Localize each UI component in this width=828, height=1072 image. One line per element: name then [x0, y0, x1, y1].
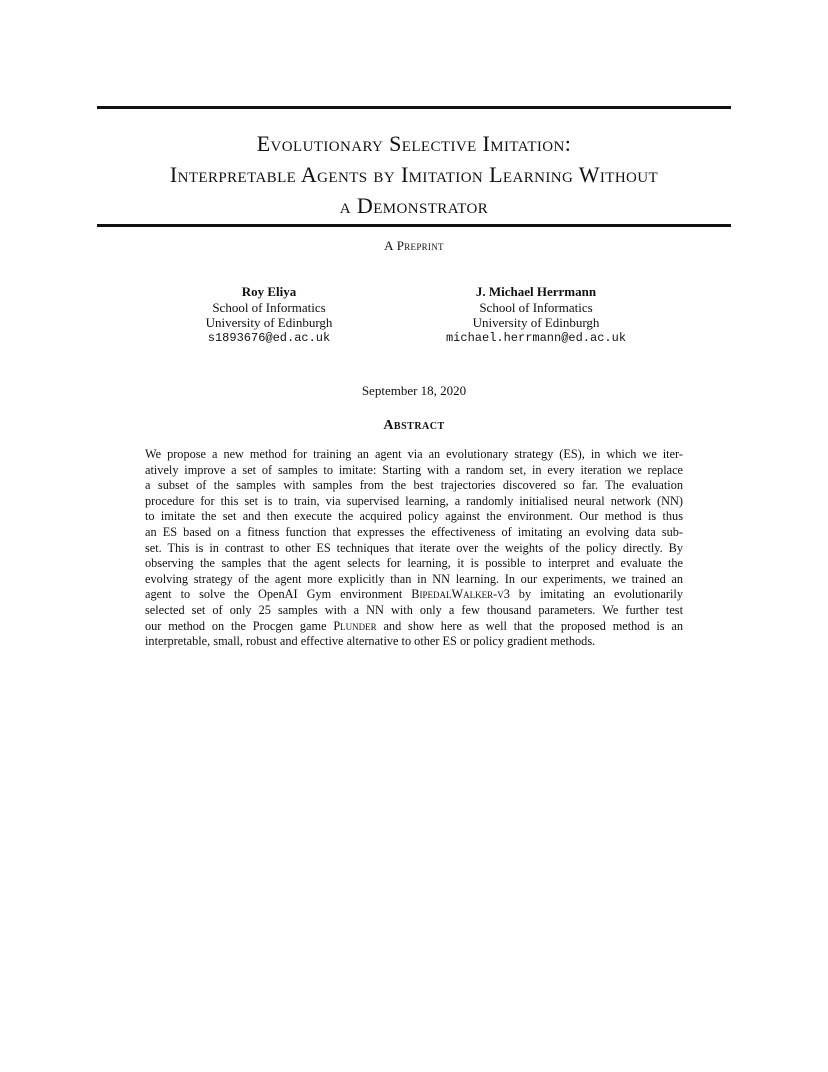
abstract-text: our method on the Procgen game	[145, 618, 334, 633]
abstract-line: selected set of only 25 samples with a NN with only a few thousand parameters. We further test	[145, 602, 683, 617]
abstract-line: an ES based on a fitness function that expresses the effectiveness of imitating an evolving data sub-	[145, 524, 683, 539]
abstract-line: interpretable, small, robust and effective alternative to other ES or policy gradient methods.	[145, 634, 596, 649]
author-dept: School of Informatics	[212, 299, 326, 315]
title-line-3: a Demonstrator	[339, 193, 489, 218]
author-email: s1893676@ed.ac.uk	[207, 330, 331, 345]
abstract-text: and show here as well that the proposed method is an	[376, 618, 684, 633]
author-univ: University of Edinburgh	[472, 315, 600, 330]
abstract-heading: Abstract	[383, 418, 445, 433]
title-line-2: Interpretable Agents by Imitation Learning Without	[169, 162, 659, 187]
abstract-line: a subset of the samples with samples from the best trajectories discovered so far. The evaluation	[145, 478, 683, 493]
preprint-label: A Preprint	[384, 238, 444, 253]
game-name: Plunder	[333, 618, 377, 633]
author-block-2	[406, 284, 666, 346]
author-dept: School of Informatics	[479, 299, 593, 315]
author-block-1	[139, 284, 399, 346]
title-line-1: Evolutionary Selective Imitation:	[256, 131, 572, 156]
abstract-line	[145, 587, 683, 603]
abstract-line: procedure for this set is to train, via supervised learning, a randomly initialised neural network (NN)	[145, 493, 683, 508]
abstract-body	[145, 447, 683, 650]
top-rule	[97, 106, 731, 109]
abstract-text: agent to solve the OpenAI Gym environment	[145, 587, 412, 602]
author-name: Roy Eliya	[241, 284, 297, 299]
abstract-line: set. This is in contrast to other ES techniques that iterate over the weights of the policy directly. By	[145, 540, 683, 555]
abstract-line: We propose a new method for training an agent via an evolutionary strategy (ES), in which we iter-	[145, 447, 683, 461]
bottom-rule	[97, 224, 731, 227]
abstract-line: evolving strategy of the agent more explicitly than in NN learning. In our experiments, we trained an	[145, 571, 683, 586]
environment-name: BipedalWalker-v3	[411, 587, 510, 602]
author-name: J. Michael Herrmann	[475, 284, 597, 299]
author-univ: University of Edinburgh	[205, 315, 333, 330]
abstract-line: observing the samples that the agent selects for learning, it is possible to interpret and evaluate the	[145, 556, 683, 571]
abstract-line: to imitate the set and then execute the acquired policy against the environment. Our method is thus	[145, 509, 683, 524]
publication-date: September 18, 2020	[361, 383, 467, 398]
author-email: michael.herrmann@ed.ac.uk	[445, 330, 627, 345]
abstract-line	[145, 619, 683, 635]
paper-title	[97, 128, 731, 221]
abstract-line: atively improve a set of samples to imitate: Starting with a random set, in every iteration we replace	[145, 462, 683, 477]
abstract-text: by imitating an evolutionarily	[509, 587, 683, 602]
